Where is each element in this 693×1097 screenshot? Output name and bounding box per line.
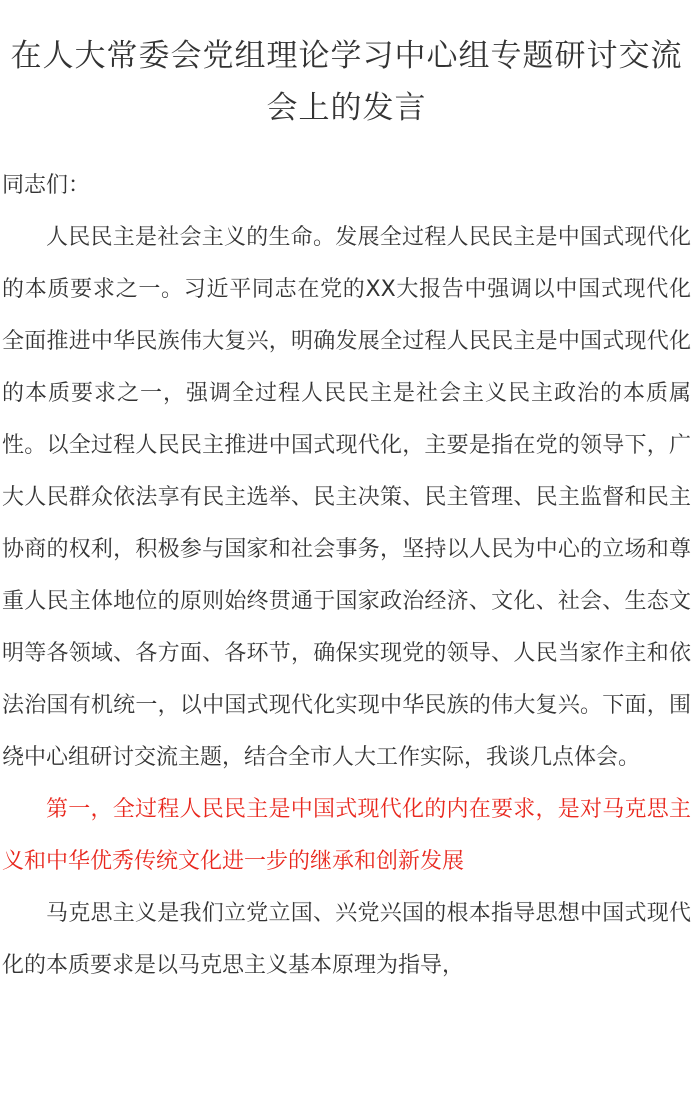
section-heading-first: 第一，全过程人民民主是中国式现代化的内在要求，是对马克思主义和中华优秀传统文化进一步的继承和创新发展: [2, 797, 691, 874]
paragraph-intro: 人民民主是社会主义的生命。发展全过程人民民主是中国式现代化的本质要求之一。习近平同志在党的XX大报告中强调以中国式现代化全面推进中华民族伟大复兴，明确发展全过程人民民主是中国式现代化的本质要求之一，强调全过程人民民主是社会主义民主政治的本质属性。以全过程人民民主推进中国式现代化，主要是指在党的领导下，广大人民群众依法享有民主选举、民主决策、民主管理、民主监督和民主协商的权利，积极参与国家和社会事务，坚持以人民为中心的立场和尊重人民主体地位的原则始终贯通于国家政治经济、文化、社会、生态文明等各领域、各方面、各环节，确保实现党的领导、人民当家作主和依法治国有机统一，以中国式现代化实现中华民族的伟大复兴。下面，围绕中心组研讨交流主题，结合全市人大工作实际，我谈几点体会。: [2, 225, 691, 770]
salutation: 同志们：: [2, 173, 91, 198]
paragraph-marxism: 马克思主义是我们立党立国、兴党兴国的根本指导思想中国式现代化的本质要求是以马克思主义基本原理为指导，: [2, 901, 691, 978]
document-title: 在人大常委会党组理论学习中心组专题研讨交流会上的发言: [10, 38, 683, 126]
document-body: [0, 160, 693, 992]
